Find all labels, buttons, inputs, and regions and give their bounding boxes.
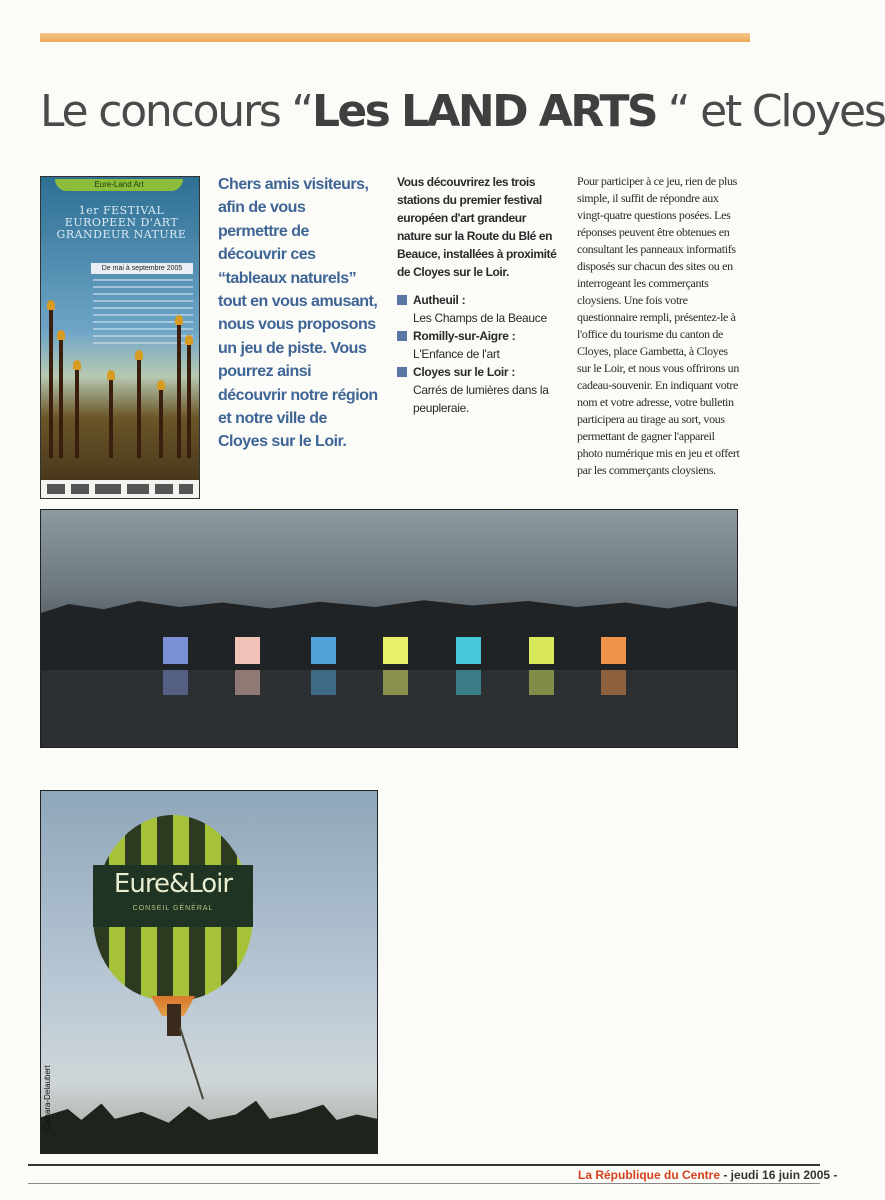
light-panel <box>601 637 626 664</box>
stations-column <box>397 173 557 417</box>
station-item <box>397 363 557 417</box>
station-item <box>397 291 557 327</box>
lead-paragraph: Chers amis visiteurs, afin de vous permettre de découvrir ces “tableaux naturels” tout en vous amusant, nous vous proposons un jeu de piste. Vous pourrez ainsi découvrir notre région et notre ville de Cloyes sur le Loir. <box>218 176 378 451</box>
footer <box>578 1168 838 1182</box>
poster-brush <box>75 368 79 458</box>
balloon-logo-text: Eure&Loir <box>113 869 233 899</box>
balloon-subtext: CONSEIL GÉNÉRAL <box>132 905 214 912</box>
poster-brush <box>187 343 191 458</box>
poster-brush <box>109 378 113 458</box>
headline-bold: Les LAND ARTS <box>312 86 657 137</box>
light-panel <box>456 637 481 664</box>
bullet-square-icon <box>397 367 407 377</box>
hot-air-balloon <box>93 815 253 1000</box>
poster-brush <box>177 323 181 458</box>
bullet-square-icon <box>397 331 407 341</box>
headline-start: Le concours “ <box>40 86 312 137</box>
light-reflection <box>163 670 188 695</box>
rules-paragraph: Pour participer à ce jeu, rien de plus simple, il suffit de répondre aux vingt-quatre questions posées. Les réponses peuvent être obtenues en consultant les panneaux informatifs disposés sur chacun des sites ou en interrogeant les commerçants cloysiens. Une fois votre questionnaire rempli, présentez-le à l'office du tourisme du canton de Cloyes, place Gambetta, à Cloyes sur le Loir, et nous vous offrirons un cadeau-souvenir. En indiquant votre nom et votre adresse, votre bulletin participera au tirage au sort, vous permettant de gagner l'appareil photo numérique mis en jeu et offert par les commerçants cloysiens. <box>577 174 740 477</box>
stations-list <box>397 291 557 417</box>
balloon-rope <box>179 1027 204 1099</box>
sponsor-logo <box>95 484 121 494</box>
light-reflection <box>529 670 554 695</box>
poster-brush <box>137 358 141 458</box>
newspaper-name: La République du Centre <box>578 1168 721 1182</box>
station-work: Carrés de lumières dans la peupleraie. <box>413 383 549 415</box>
station-place: Cloyes sur le Loir : <box>413 365 516 379</box>
light-reflection <box>383 670 408 695</box>
sponsor-logo <box>155 484 173 494</box>
station-work: Les Champs de la Beauce <box>413 311 547 325</box>
light-reflection <box>601 670 626 695</box>
light-reflection <box>456 670 481 695</box>
grass-silhouette <box>41 1098 377 1153</box>
night-installation-photo <box>40 509 738 748</box>
poster-badge: Eure-Land Art <box>55 179 183 191</box>
poster-brush <box>49 308 53 458</box>
sponsor-logo <box>71 484 89 494</box>
top-accent-bar <box>40 33 750 42</box>
poster-dates: De mai à septembre 2005 <box>91 263 193 274</box>
headline <box>40 80 885 144</box>
light-panel <box>163 637 188 664</box>
light-panel <box>311 637 336 664</box>
light-reflection <box>311 670 336 695</box>
poster-title: 1er FESTIVAL EUROPEEN D'ART GRANDEUR NATURE <box>56 204 187 241</box>
station-item <box>397 327 557 363</box>
light-panel <box>383 637 408 664</box>
footer-rule-bottom <box>28 1183 820 1184</box>
station-place: Romilly-sur-Aigre : <box>413 329 516 343</box>
balloon-photo <box>40 790 378 1154</box>
sponsor-logo <box>47 484 65 494</box>
light-panel <box>529 637 554 664</box>
footer-date: - jeudi 16 juin 2005 - <box>720 1168 838 1182</box>
poster-sponsor-logos <box>41 480 199 498</box>
light-reflection <box>235 670 260 695</box>
station-place: Autheuil : <box>413 293 466 307</box>
festival-poster <box>40 176 200 499</box>
sponsor-logo <box>179 484 193 494</box>
sponsor-logo <box>127 484 149 494</box>
photo-credit: Camara-Delaubert <box>43 1065 52 1131</box>
balloon-basket <box>167 1004 181 1036</box>
headline-end: “ et Cloyes <box>656 86 885 137</box>
stations-intro: Vous découvrirez les trois stations du premier festival européen d'art grandeur nature sur la Route du Blé en Beauce, installées à proximité de Cloyes sur le Loir. <box>397 175 557 279</box>
poster-brush <box>159 388 163 458</box>
light-panel <box>235 637 260 664</box>
station-work: L'Enfance de l'art <box>413 347 500 361</box>
poster-brush <box>59 338 63 458</box>
bullet-square-icon <box>397 295 407 305</box>
footer-rule <box>28 1164 820 1166</box>
